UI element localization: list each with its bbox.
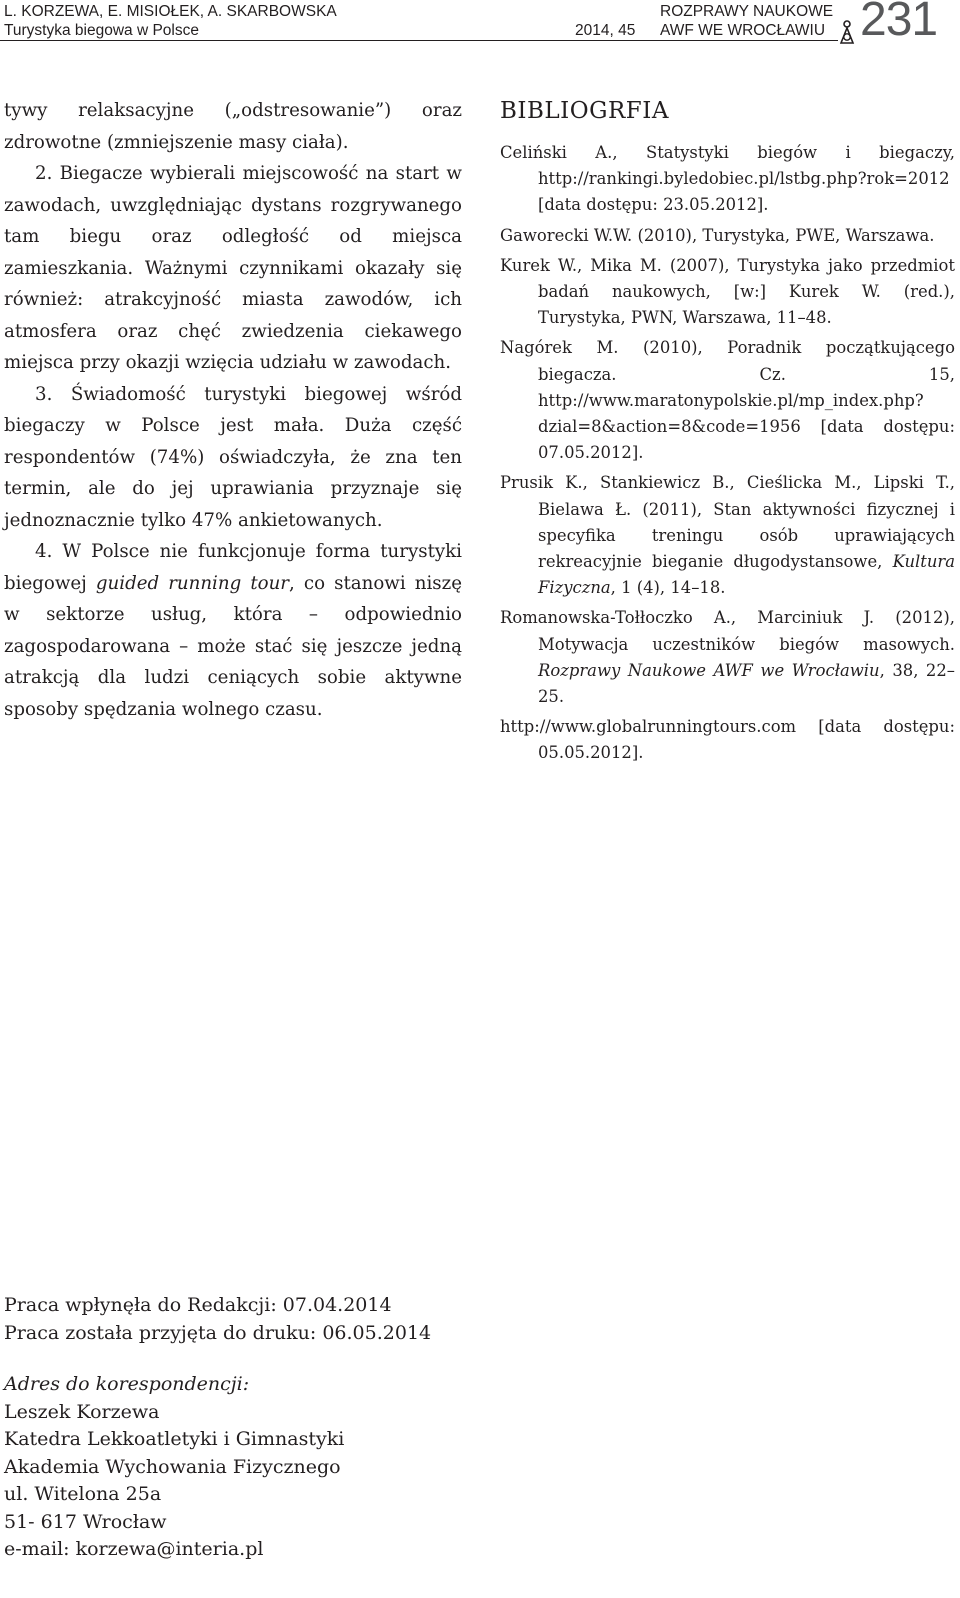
header-rule <box>0 40 838 41</box>
bib-entry-pages: , 1 (4), 14–18. <box>610 578 726 598</box>
header-authors: L. KORZEWA, E. MISIOŁEK, A. SKARBOWSKA <box>4 3 337 20</box>
bib-entry: Gaworecki W.W. (2010), Turystyka, PWE, Warszawa. <box>500 225 935 245</box>
bib-entry-authors: Romanowska-Tołłoczko A., Marciniuk J. (2012), Motywacja uczestników biegów masowych. <box>500 608 955 654</box>
street: ul. Witelona 25a <box>4 1483 162 1505</box>
paragraph-3: 3. Świadomość turystyki biegowej wśród biegaczy w Polsce jest mała. Duża część respondentów (74%) oświadczyła, że zna ten termin, ale do jej uprawiania przyznaje się jednoznacznie tylko 47% ankietowanych. <box>4 383 462 531</box>
received-date: Praca wpłynęła do Redakcji: 07.04.2014 <box>4 1294 392 1316</box>
bib-entry <box>500 605 955 710</box>
address-label <box>4 1371 344 1399</box>
paragraph-4-start: 4. W Polsce nie funkcjonuje forma turystyki biegowej <box>4 541 462 594</box>
header-issue: 2014, 45 <box>575 22 636 39</box>
city: 51- 617 Wrocław <box>4 1510 167 1533</box>
page-number: 231 <box>860 0 938 46</box>
paragraph-2: 2. Biegacze wybierali miejscowość na start w zawodach, uwzględniając dystans rozgrywanego tam biegu oraz odległość od miejsca zamieszkania. Ważnymi czynnikami okazały się również: atrakcyjność miasta zawodów, ich atmosfera oraz chęć zwiedzenia ciekawego miejsca przy okazji wzięcia udziału w zawodach. <box>4 163 462 373</box>
address-label-text: Adres do korespondencji: <box>4 1373 250 1395</box>
submission-dates <box>4 1292 431 1347</box>
bib-entry-authors: Prusik K., Stankiewicz B., Cieślicka M., Lipski T., Bielawa Ł. (2011), Stan aktywności fizycznej i specyfika treningu osób uprawiających rekreacyjnie bieganie długodystansowe, <box>500 473 955 572</box>
bib-entry-journal: Kultura Fizyczna <box>538 552 955 598</box>
bib-entry: Celiński A., Statystyki biegów i biegaczy, http://rankingi.byledobiec.pl/lstbg.php?rok=2012 [data dostępu: 23.05.2012]. <box>500 143 955 215</box>
department: Katedra Lekkoatletyki i Gimnastyki <box>4 1428 345 1450</box>
paragraph-4-end: , co stanowi niszę w sektorze usług, która – odpowiednio zagospodarowana – może stać się jeszcze jedną atrakcją dla ludzi ceniących sobie aktywne sposoby spędzania wolnego czasu. <box>4 572 462 720</box>
bib-entry: Nagórek M. (2010), Poradnik początkującego biegacza. Cz. 15, http://www.maratonypolskie.pl/mp_index.php?dzial=8&action=8&code=1956 [data dostępu: 07.05.2012]. <box>500 338 955 463</box>
header-journal-line2: AWF WE WROCŁAWIU <box>660 22 826 39</box>
paragraph-4-term: guided running tour <box>95 572 289 594</box>
bibliography <box>500 96 955 771</box>
bibliography-title: BIBLIOGRFIA <box>500 98 669 124</box>
paragraph-1: tywy relaksacyjne („odstresowanie”) oraz zdrowotne (zmniejszenie masy ciała). <box>4 100 462 153</box>
bib-entry: http://www.globalrunningtours.com [data dostępu: 05.05.2012]. <box>500 717 955 763</box>
left-column <box>4 95 462 725</box>
bib-entry-pages: , 38, 22–25. <box>538 660 955 707</box>
header-short-title: Turystyka biegowa w Polsce <box>4 22 199 39</box>
accepted-date: Praca została przyjęta do druku: 06.05.2014 <box>4 1321 432 1344</box>
bib-entry-journal: Rozprawy Naukowe AWF we Wrocławiu <box>538 660 880 680</box>
awf-logo-icon <box>838 20 856 44</box>
correspondence-address <box>4 1371 344 1564</box>
header-journal-line1: ROZPRAWY NAUKOWE <box>660 3 834 20</box>
academy: Akademia Wychowania Fizycznego <box>4 1455 341 1478</box>
header-journal <box>660 2 833 40</box>
bib-entry <box>500 470 955 601</box>
author-name: Leszek Korzewa <box>4 1400 160 1423</box>
running-header-left <box>4 2 337 40</box>
paragraph-4 <box>4 536 462 725</box>
bib-entry: Kurek W., Mika M. (2007), Turystyka jako przedmiot badań naukowych, [w:] Kurek W. (red.), Turystyka, PWN, Warszawa, 11–48. <box>500 255 955 328</box>
email: e-mail: korzewa@interia.pl <box>4 1538 264 1560</box>
